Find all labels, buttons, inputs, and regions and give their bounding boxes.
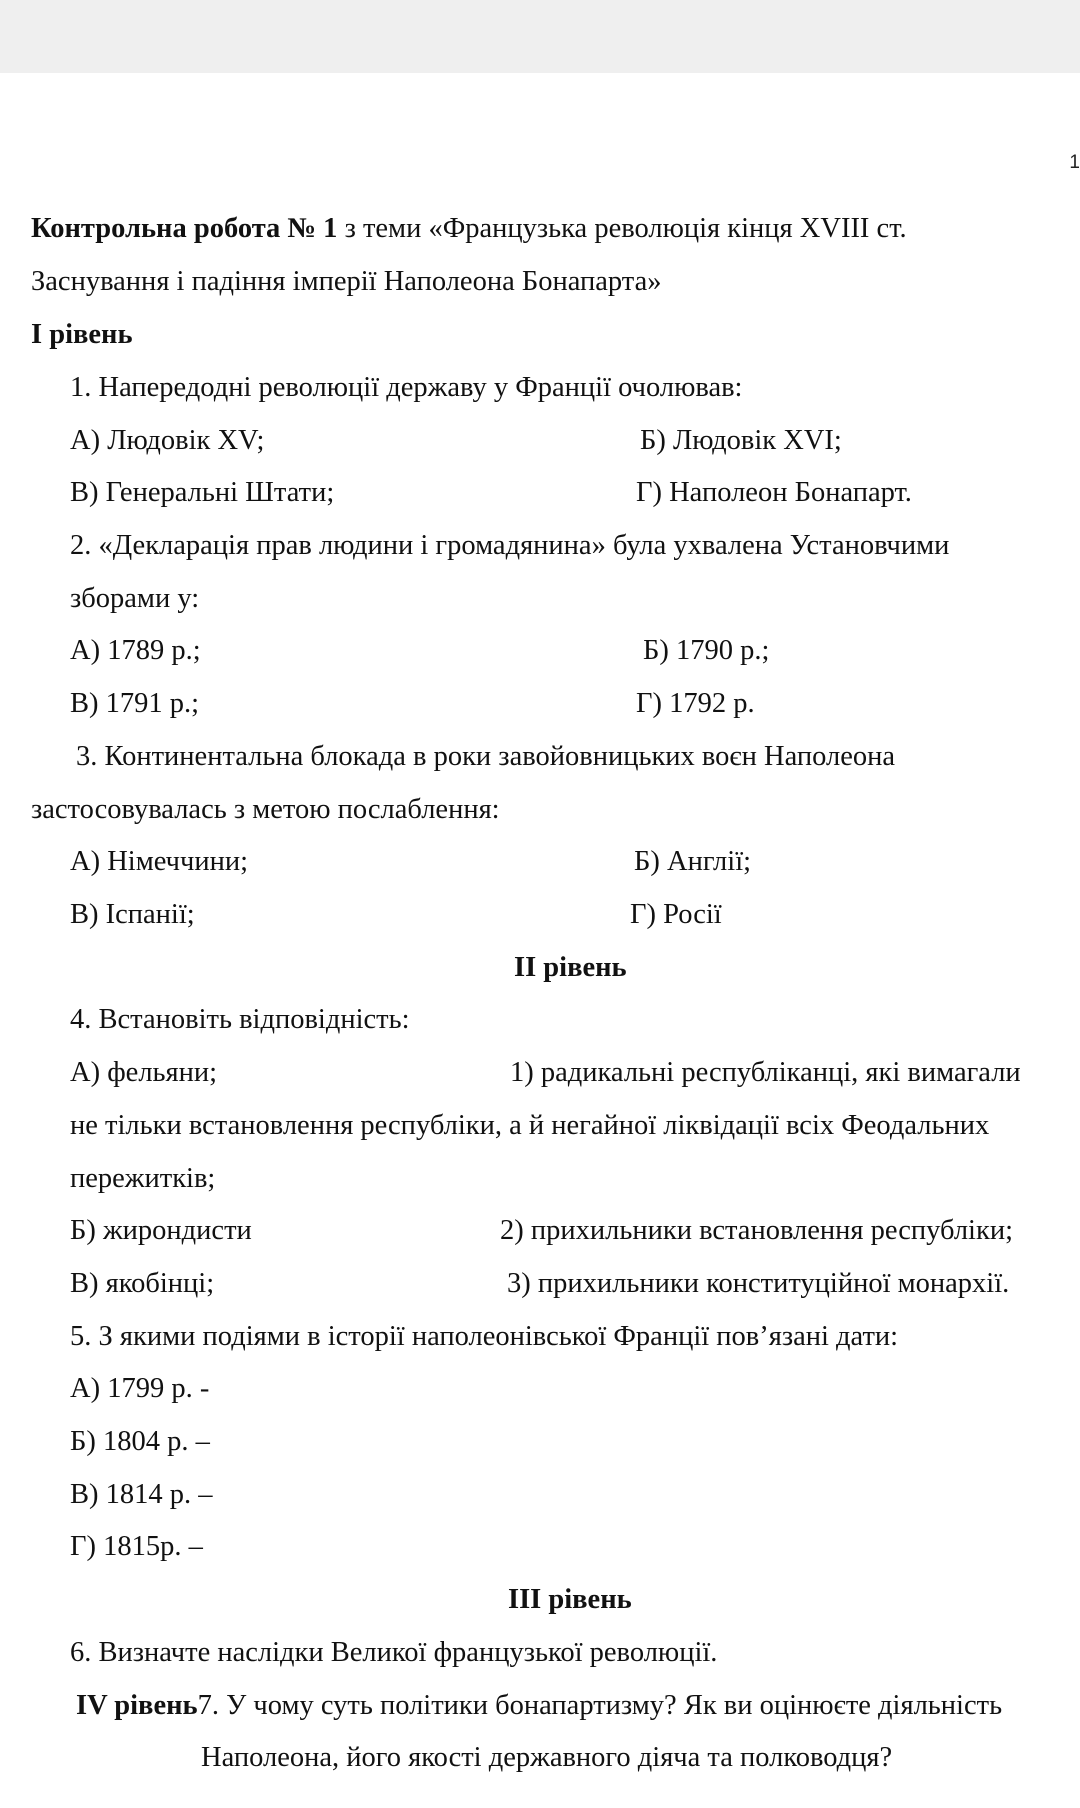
q5-date-d: Г) 1815р. – — [70, 1531, 203, 1562]
q4-match-2: 2) прихильники встановлення республіки; — [500, 1215, 1013, 1246]
q1-option-b: Б) Людовік XVI; — [640, 425, 842, 456]
title-bold: Контрольна робота № 1 — [31, 213, 338, 244]
q3-option-c: В) Іспанії; — [70, 899, 195, 930]
q4-match-1-line3: пережитків; — [70, 1163, 216, 1194]
q4-option-c: В) якобінці; — [70, 1268, 215, 1299]
document-title — [31, 212, 907, 246]
q1-option-d: Г) Наполеон Бонапарт. — [636, 477, 912, 508]
question-6: 6. Визначте наслідки Великої французької революції. — [70, 1637, 718, 1668]
q2-option-d: Г) 1792 р. — [636, 688, 755, 719]
q4-option-b: Б) жирондисти — [70, 1215, 252, 1246]
q4-option-a: А) фельяни; — [70, 1057, 218, 1088]
question-1: 1. Напередодні революції державу у Франції очолював: — [70, 372, 743, 403]
level3-heading: ІІІ рівень — [508, 1584, 632, 1615]
document-title-line2: Заснування і падіння імперії Наполеона Бонапарта» — [31, 266, 662, 297]
q2-option-a: А) 1789 р.; — [70, 635, 201, 666]
q5-date-a: А) 1799 р. - — [70, 1373, 210, 1404]
level1-heading: І рівень — [31, 319, 133, 350]
q2-option-b: Б) 1790 р.; — [643, 635, 770, 666]
top-toolbar — [0, 0, 1080, 73]
q1-option-a: А) Людовік XV; — [70, 425, 265, 456]
q5-date-c: В) 1814 р. – — [70, 1479, 213, 1510]
q5-date-b: Б) 1804 р. – — [70, 1426, 210, 1457]
q3-option-d: Г) Росії — [630, 899, 722, 930]
question-3: 3. Континентальна блокада в роки завойовницьких воєн Наполеона — [76, 741, 896, 772]
question-5: 5. З якими подіями в історії наполеонівської Франції пов’язані дати: — [70, 1321, 899, 1352]
question-7-line2: Наполеона, його якості державного діяча та полководця? — [201, 1742, 893, 1773]
question-2: 2. «Декларація прав людини і громадянина» була ухвалена Установчими — [70, 530, 950, 561]
q4-match-1-line2: не тільки встановлення республіки, а й негайної ліквідації всіх Феодальних — [70, 1110, 990, 1141]
question-2-line2: зборами у: — [70, 583, 200, 614]
level4-heading: ІV рівень — [76, 1690, 198, 1721]
question-4: 4. Встановіть відповідність: — [70, 1004, 410, 1035]
title-rest: з теми «Французька революція кінця XVIII ст. — [337, 213, 907, 244]
q2-option-c: В) 1791 р.; — [70, 688, 200, 719]
level2-heading: ІІ рівень — [514, 952, 627, 983]
page-number: 1 — [1069, 152, 1080, 173]
question-7: 7. У чому суть політики бонапартизму? Як ви оцінюєте діяльність — [197, 1690, 1003, 1721]
q3-option-b: Б) Англії; — [634, 846, 752, 877]
q1-option-c: В) Генеральні Штати; — [70, 477, 335, 508]
q3-option-a: А) Німеччини; — [70, 846, 249, 877]
q4-match-3: 3) прихильники конституційної монархії. — [507, 1268, 1010, 1299]
level4-line — [76, 1689, 1002, 1723]
question-3-line2: застосовувалась з метою послаблення: — [31, 794, 500, 825]
q4-match-1: 1) радикальні республіканці, які вимагали — [510, 1057, 1021, 1088]
